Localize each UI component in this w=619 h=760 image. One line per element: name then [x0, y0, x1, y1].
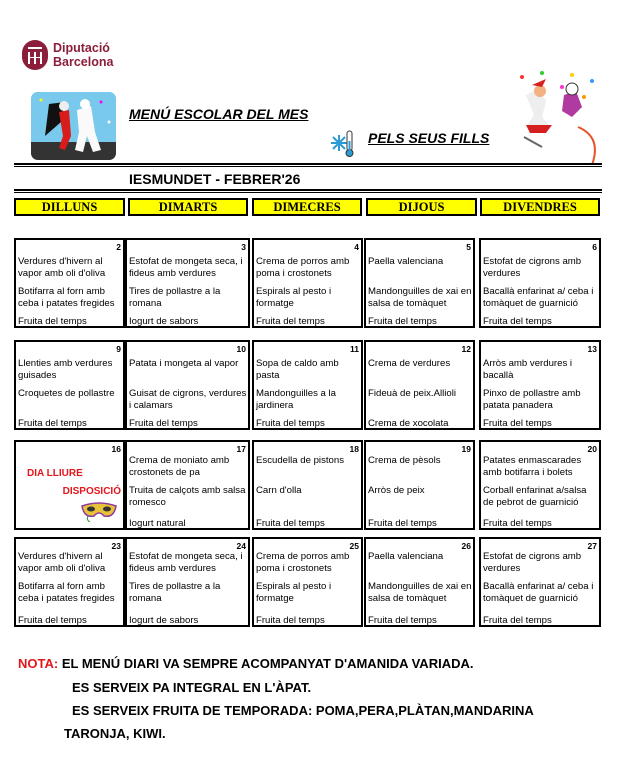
logo-emblem-icon [22, 40, 48, 70]
first-course: Estofat de mongeta seca, i fideus amb verdures [129, 256, 243, 279]
dessert: Fruita del temps [256, 418, 325, 429]
note-label: NOTA: [18, 656, 59, 671]
first-course: Sopa de caldo amb pasta [256, 358, 339, 381]
second-course: Mandonguilles de xai en salsa de tomàquet [368, 581, 472, 604]
day-cell [14, 340, 125, 430]
dessert: Crema de xocolata [368, 418, 449, 429]
first-course: Crema de pèsols [368, 455, 441, 466]
dessert: Fruita del temps [18, 316, 87, 327]
day-number: 27 [587, 541, 597, 551]
dessert: Fruita del temps [256, 615, 325, 626]
day-cell [125, 537, 250, 627]
day-cell [364, 440, 475, 530]
first-course: Crema de verdures [368, 358, 451, 369]
note-fruit: ES SERVEIX FRUITA DE TEMPORADA: POMA,PERA,PLÀTAN,MANDARINA [72, 703, 534, 718]
first-course: Patates enmascarades amb botifarra i bolets [483, 455, 582, 478]
second-course: Espirals al pesto i formatge [256, 581, 332, 604]
first-course: Verdures d'hivern al vapor amb oli d'oliva [18, 256, 106, 279]
logo-line2: Barcelona [53, 55, 114, 69]
divider-bottom [14, 189, 602, 193]
second-course: Corball enfarinat a/salsa de pebrot de guarnició [483, 485, 587, 508]
diputacio-logo [22, 40, 132, 72]
logo-line1: Diputació [53, 41, 110, 55]
first-course: Arròs amb verdures i bacallà [483, 358, 573, 381]
note-bread: ES SERVEIX PA INTEGRAL EN L'ÀPAT. [72, 680, 312, 695]
first-course: Paella valenciana [368, 551, 444, 562]
day-number: 9 [116, 344, 121, 354]
day-cell [479, 440, 601, 530]
second-course: Bacallà enfarinat a/ ceba i tomàquet de guarnició [483, 581, 594, 604]
day-header-wednesday: DIMECRES [252, 198, 362, 216]
day-number: 16 [111, 444, 121, 454]
snowflake-thermometer-icon [329, 128, 357, 158]
day-cell [125, 340, 250, 430]
day-number: 10 [236, 344, 246, 354]
first-course: Estofat de cigrons amb verdures [483, 256, 582, 279]
day-cell [479, 340, 601, 430]
day-cell [252, 440, 363, 530]
second-course: Bacallà enfarinat a/ ceba i tomàquet de guarnició [483, 286, 594, 309]
dessert: Fruita del temps [18, 418, 87, 429]
first-course: Verdures d'hivern al vapor amb oli d'oliva [18, 551, 106, 574]
day-cell [14, 238, 125, 328]
day-cell [479, 238, 601, 328]
day-cell [479, 537, 601, 627]
day-number: 19 [461, 444, 471, 454]
second-course: Tires de pollastre a la romana [129, 581, 221, 604]
second-course: Mandonguilles a la jardinera [256, 388, 337, 411]
dessert: Fruita del temps [368, 316, 437, 327]
day-header-thursday: DIJOUS [366, 198, 477, 216]
first-course: Escudella de pistons [256, 455, 344, 466]
second-course: Arròs de peix [368, 485, 425, 496]
day-number: 25 [349, 541, 359, 551]
day-cell [14, 537, 125, 627]
first-course: Crema de porros amb poma i crostonets [256, 256, 350, 279]
dessert: Fruita del temps [483, 418, 552, 429]
day-cell [364, 537, 475, 627]
second-course: Botifarra al forn amb ceba i patates fregides [18, 286, 115, 309]
dessert: Fruita del temps [483, 518, 552, 529]
dessert: Fruita del temps [368, 518, 437, 529]
school-month-heading: IESMUNDET - FEBRER'26 [129, 171, 301, 187]
first-course: Paella valenciana [368, 256, 444, 267]
second-course: Pinxo de pollastre amb patata panadera [483, 388, 581, 411]
dessert: Fruita del temps [256, 316, 325, 327]
day-number: 11 [350, 344, 359, 354]
day-number: 5 [466, 242, 471, 252]
second-course: Mandonguilles de xai en salsa de tomàquet [368, 286, 472, 309]
dessert: Iogurt de sabors [129, 316, 199, 327]
carnival-mask-icon [80, 500, 118, 522]
day-cell [364, 238, 475, 328]
day-number: 13 [587, 344, 597, 354]
dessert: Fruita del temps [256, 518, 325, 529]
holiday-label-line1: DIA LLIURE [27, 468, 83, 479]
day-number: 3 [241, 242, 246, 252]
divider-top [14, 163, 602, 167]
note-fruit-continued: TARONJA, KIWI. [64, 726, 166, 741]
day-cell [252, 537, 363, 627]
dessert: Fruita del temps [368, 615, 437, 626]
dessert: Fruita del temps [129, 418, 198, 429]
day-number: 23 [111, 541, 121, 551]
day-header-friday: DIVENDRES [480, 198, 600, 216]
first-course: Estofat de cigrons amb verdures [483, 551, 582, 574]
dessert: Iogurt de sabors [129, 615, 199, 626]
day-header-monday: DILLUNS [14, 198, 125, 216]
second-course: Truita de calçots amb salsa romesco [129, 485, 246, 508]
day-number: 20 [587, 444, 597, 454]
second-course: Carn d'olla [256, 485, 302, 496]
second-course: Botifarra al forn amb ceba i patates fregides [18, 581, 115, 604]
second-course: Tires de pollastre a la romana [129, 286, 221, 309]
second-course: Guisat de cigrons, verdures i calamars [129, 388, 247, 411]
note-salad: EL MENÚ DIARI VA SEMPRE ACOMPANYAT D'AMANIDA VARIADA. [61, 656, 474, 671]
menu-title: MENÚ ESCOLAR DEL MES [129, 106, 309, 122]
first-course: Llenties amb verdures guisades [18, 358, 113, 381]
day-number: 2 [116, 242, 121, 252]
dessert: Iogurt natural [129, 518, 186, 529]
day-number: 17 [236, 444, 246, 454]
menu-subtitle: PELS SEUS FILLS [368, 130, 490, 146]
day-number: 18 [349, 444, 359, 454]
first-course: Patata i mongeta al vapor [129, 358, 239, 369]
dessert: Fruita del temps [483, 615, 552, 626]
day-number: 6 [592, 242, 597, 252]
first-course: Estofat de mongeta seca, i fideus amb verdures [129, 551, 243, 574]
day-cell-holiday [14, 440, 125, 530]
day-cell [125, 440, 250, 530]
day-header-tuesday: DIMARTS [128, 198, 248, 216]
holiday-label-line2: DISPOSICIÓ [62, 486, 121, 497]
second-course: Fideuà de peix.Allioli [368, 388, 456, 399]
second-course: Croquetes de pollastre [18, 388, 115, 399]
dessert: Fruita del temps [18, 615, 87, 626]
day-cell [252, 238, 363, 328]
first-course: Crema de porros amb poma i crostonets [256, 551, 350, 574]
day-cell [364, 340, 475, 430]
day-cell [125, 238, 250, 328]
day-cell [252, 340, 363, 430]
day-number: 4 [354, 242, 359, 252]
note-line-1 [18, 656, 473, 671]
second-course: Espirals al pesto i formatge [256, 286, 332, 309]
day-number: 26 [461, 541, 471, 551]
carnival-dancer-image [512, 67, 602, 165]
carnival-dancers-image [31, 92, 116, 160]
dessert: Fruita del temps [483, 316, 552, 327]
day-number: 12 [461, 344, 471, 354]
day-number: 24 [236, 541, 246, 551]
first-course: Crema de moniato amb crostonets de pa [129, 455, 230, 478]
